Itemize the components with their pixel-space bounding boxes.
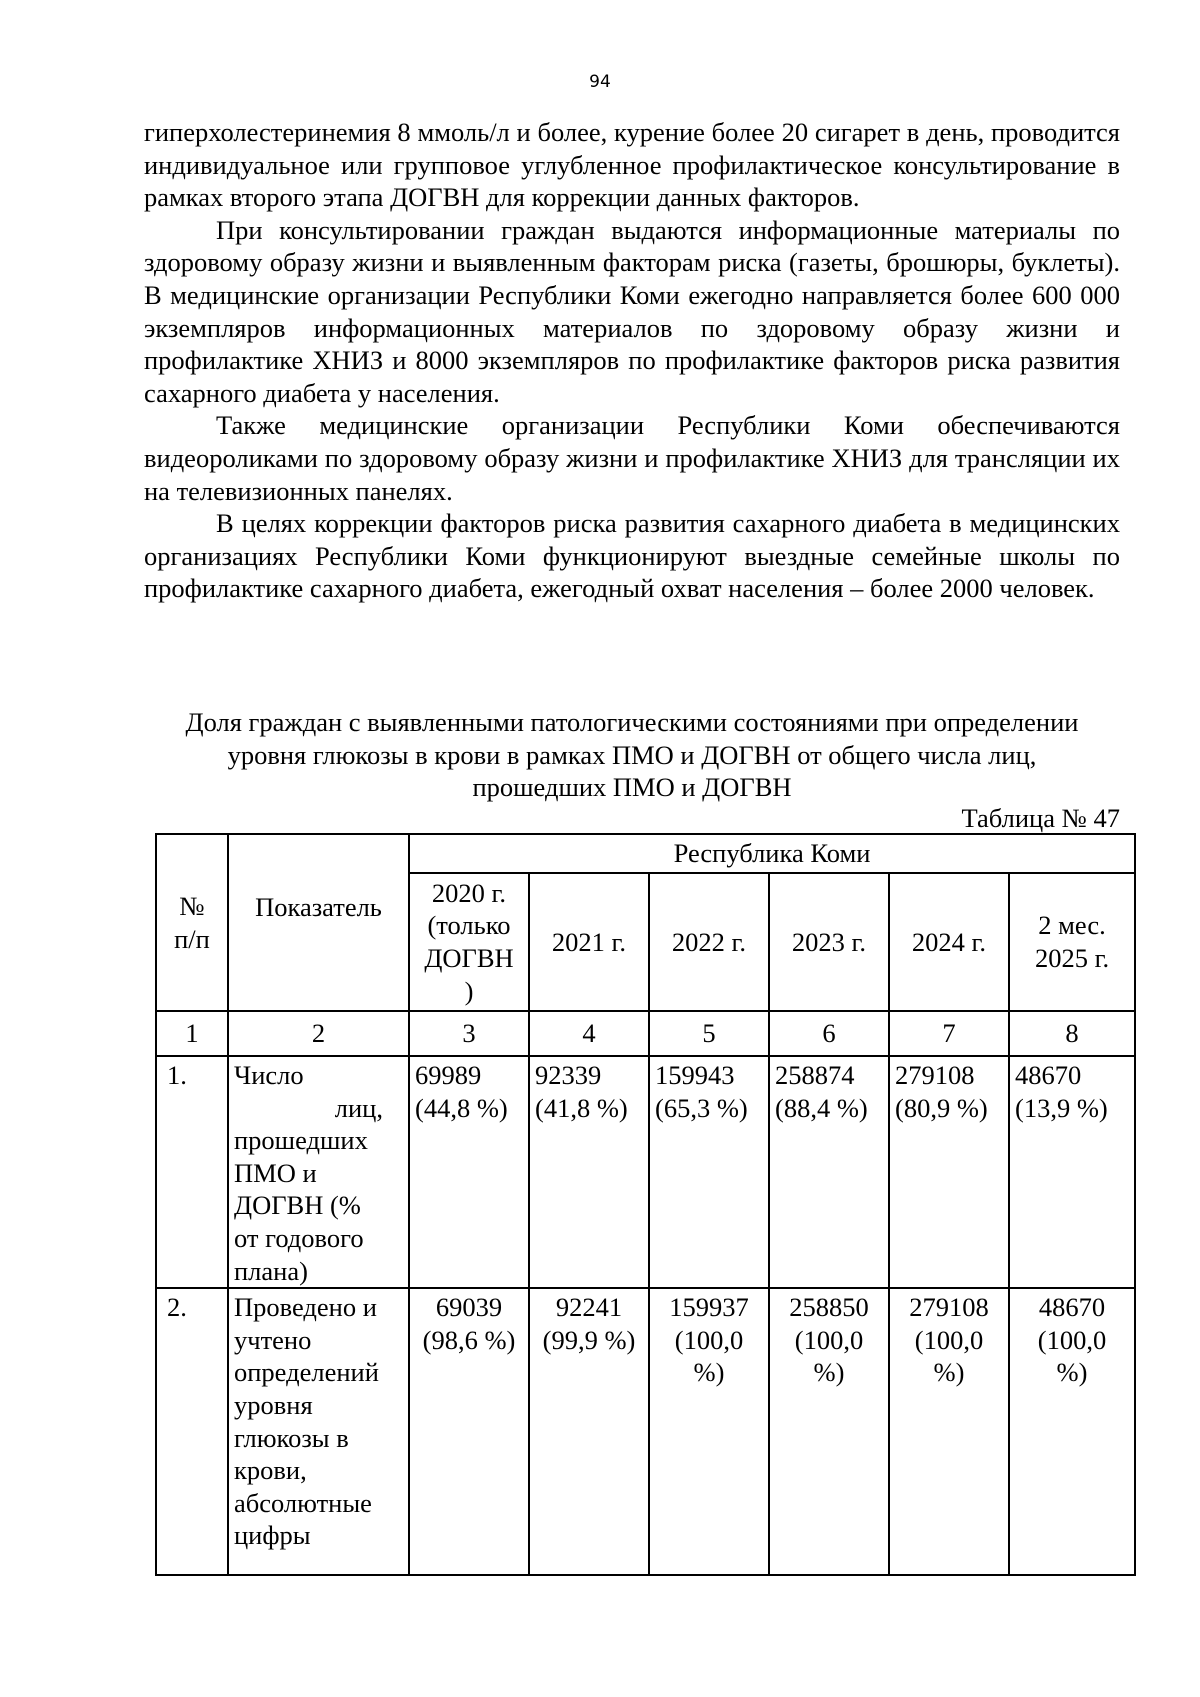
- table-row: [156, 1056, 1135, 1288]
- body-text: [144, 116, 1120, 605]
- table-title-line-1: Доля граждан с выявленными патологическими состояниями при определении: [185, 707, 1079, 737]
- header-indicator: Показатель: [228, 834, 409, 1011]
- row-number: 2.: [156, 1288, 228, 1575]
- column-number: 5: [649, 1011, 769, 1056]
- paragraph-4: В целях коррекции факторов риска развития сахарного диабета в медицинских организациях Республики Коми функционируют выездные семейные школы по профилактике сахарного диабета, ежегодный охват населения – более 2000 человек.: [144, 508, 1120, 604]
- column-number: 1: [156, 1011, 228, 1056]
- header-year-2023: 2023 г.: [769, 873, 889, 1011]
- row-indicator: Число лиц, прошедших ПМО и ДОГВН (% от годового плана): [228, 1056, 409, 1288]
- table-number: Таблица № 47: [961, 803, 1120, 833]
- column-number: 6: [769, 1011, 889, 1056]
- cell-value: 92339 (41,8 %): [529, 1056, 649, 1288]
- column-number: 2: [228, 1011, 409, 1056]
- header-year-2025: 2 мес. 2025 г.: [1009, 873, 1135, 1011]
- header-year-2022: 2022 г.: [649, 873, 769, 1011]
- row-indicator: Проведено и учтено определений уровня глюкозы в крови, абсолютные цифры: [228, 1288, 409, 1575]
- data-table: [155, 833, 1136, 1576]
- paragraph-1: гиперхолестеринемия 8 ммоль/л и более, курение более 20 сигарет в день, проводится индивидуальное или групповое углубленное профилактическое консультирование в рамках второго этапа ДОГВН для коррекции данных факторов.: [144, 117, 1120, 213]
- cell-value: 258874 (88,4 %): [769, 1056, 889, 1288]
- page-number: 94: [589, 72, 611, 92]
- cell-value: 159937 (100,0 %): [649, 1288, 769, 1575]
- column-number: 8: [1009, 1011, 1135, 1056]
- column-number: 7: [889, 1011, 1009, 1056]
- header-number: № п/п: [156, 834, 228, 1011]
- cell-value: 159943 (65,3 %): [649, 1056, 769, 1288]
- header-republic-komi: Республика Коми: [409, 834, 1135, 873]
- column-number: 4: [529, 1011, 649, 1056]
- cell-value: 48670 (100,0 %): [1009, 1288, 1135, 1575]
- table-title-line-3: прошедших ПМО и ДОГВН: [472, 772, 792, 803]
- cell-value: 279108 (80,9 %): [889, 1056, 1009, 1288]
- column-number-row: [156, 1011, 1135, 1056]
- row-number: 1.: [156, 1056, 228, 1288]
- cell-value: 92241 (99,9 %): [529, 1288, 649, 1575]
- header-row-group: [156, 834, 1135, 873]
- paragraph-2: При консультировании граждан выдаются информационные материалы по здоровому образу жизни и выявленным факторам риска (газеты, брошюры, буклеты). В медицинские организации Республики Коми ежегодно направляется более 600 000 экземпляров информационных материалов по здоровому образу жизни и профилактике ХНИЗ и 8000 экземпляров по профилактике факторов риска развития сахарного диабета у населения.: [144, 214, 1120, 408]
- table-title-line-2: уровня глюкозы в крови в рамках ПМО и ДОГВН от общего числа лиц,: [227, 739, 1037, 770]
- cell-value: 48670 (13,9 %): [1009, 1056, 1135, 1288]
- header-year-2024: 2024 г.: [889, 873, 1009, 1011]
- cell-value: 258850 (100,0 %): [769, 1288, 889, 1575]
- cell-value: 279108 (100,0 %): [889, 1288, 1009, 1575]
- header-year-2020: 2020 г. (только ДОГВН ): [409, 873, 529, 1011]
- table-title: [144, 706, 1120, 804]
- paragraph-3: Также медицинские организации Республики Коми обеспечиваются видеороликами по здоровому образу жизни и профилактике ХНИЗ для трансляции их на телевизионных панелях.: [144, 410, 1120, 506]
- header-year-2021: 2021 г.: [529, 873, 649, 1011]
- column-number: 3: [409, 1011, 529, 1056]
- cell-value: 69039 (98,6 %): [409, 1288, 529, 1575]
- table-row: [156, 1288, 1135, 1575]
- cell-value: 69989 (44,8 %): [409, 1056, 529, 1288]
